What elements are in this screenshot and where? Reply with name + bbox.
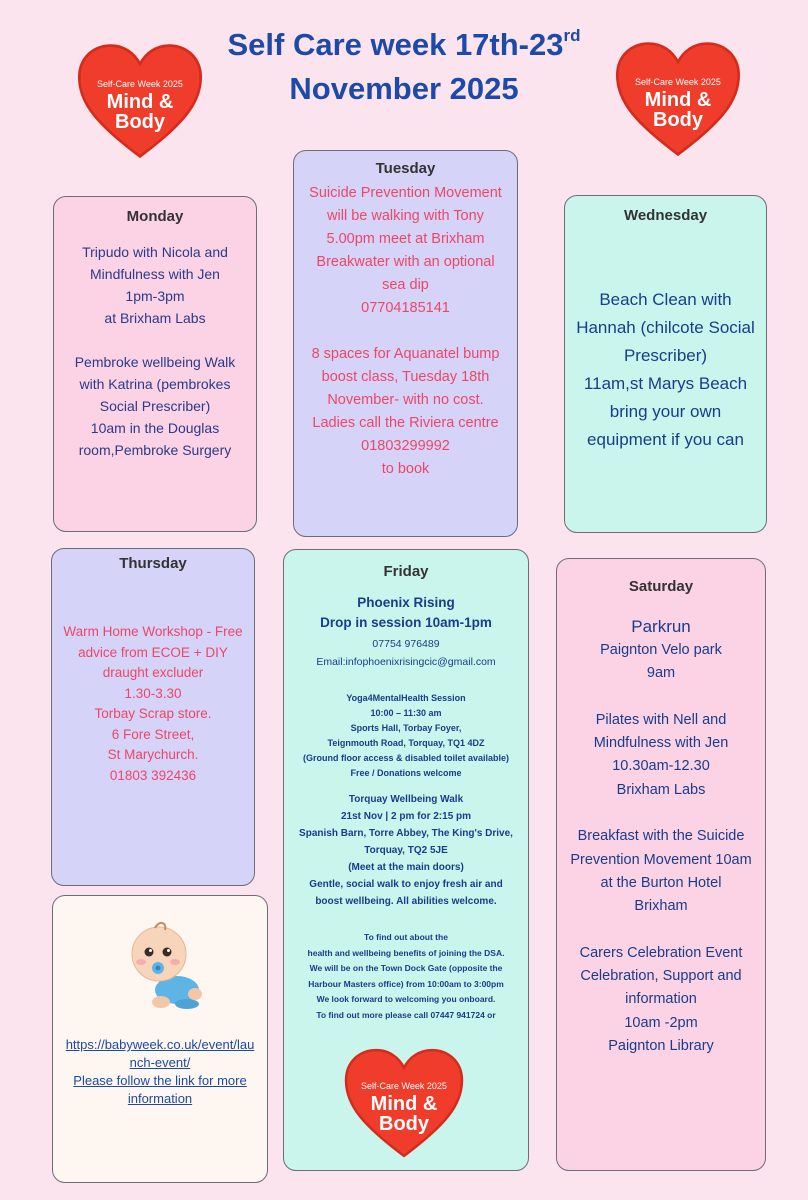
detail-line: Suicide Prevention Movement: [309, 185, 502, 201]
wednesday-heading: Wednesday: [623, 207, 708, 224]
detail-line: Paignton Library: [608, 1038, 714, 1055]
monday-details: [60, 241, 250, 461]
detail-line: Spanish Barn, Torre Abbey, The King's Drive,: [299, 828, 513, 839]
detail-line: Yoga4MentalHealth Session: [346, 693, 466, 703]
detail-line: Mindfulness with Jen: [90, 266, 220, 282]
detail-line: Ladies call the Riviera centre: [312, 415, 499, 431]
detail-spacer: [563, 802, 759, 825]
detail-line: Beach Clean with: [599, 290, 732, 309]
tuesday-card: [293, 150, 518, 537]
detail-line: Teignmouth Road, Torquay, TQ1 4DZ: [327, 738, 485, 748]
heart-title-line1: Mind &: [644, 89, 712, 112]
wednesday-card: [564, 195, 767, 533]
detail-line: 10.30am-12.30: [612, 758, 710, 775]
detail-line: at Brixham Labs: [104, 310, 206, 326]
detail-line: 8 spaces for Aquanatel bump: [311, 346, 500, 362]
babyweek-note[interactable]: [53, 1072, 267, 1108]
phoenix-title: Phoenix Rising: [357, 595, 455, 610]
babyweek-note-line1[interactable]: Please follow the link for more: [73, 1073, 247, 1088]
detail-spacer: [60, 329, 250, 351]
heart-title-line2: Body: [653, 109, 703, 132]
detail-line: To find out about the: [364, 932, 448, 942]
dsa-info: [290, 930, 522, 1023]
detail-line: Breakfast with the Suicide: [577, 828, 745, 845]
heart-title-line2: Body: [379, 1113, 429, 1136]
detail-line: with Katrina (pembrokes: [79, 376, 231, 392]
yoga-session: [290, 691, 522, 781]
detail-line: Social Prescriber): [99, 398, 211, 414]
detail-line: (Meet at the main doors): [348, 862, 464, 873]
thursday-details: [58, 622, 248, 786]
detail-line: To find out more please call 07447 941724 or: [316, 1009, 496, 1020]
heart-title-line2: Body: [115, 111, 165, 134]
detail-line: at the Burton Hotel: [600, 874, 722, 891]
heart-caption: Self-Care Week 2025: [97, 79, 183, 90]
mind-body-heart-logo: [612, 38, 744, 160]
detail-line: Free / Donations welcome: [350, 768, 462, 778]
babyweek-note-line2[interactable]: information: [127, 1091, 193, 1106]
detail-spacer: [563, 686, 759, 709]
detail-line: 01803299992: [361, 438, 450, 454]
detail-line: We look forward to welcoming you onboard.: [316, 994, 496, 1004]
detail-line: Prescriber): [623, 346, 708, 365]
detail-line: advice from ECOE + DIY: [78, 644, 228, 660]
phoenix-phone: 07754 976489: [372, 638, 440, 650]
thursday-card: [51, 548, 255, 886]
mind-body-heart-logo: [341, 1042, 467, 1164]
torquay-walk: [290, 791, 522, 910]
saturday-details: [563, 639, 759, 1058]
babyweek-link-line1[interactable]: https://babyweek.co.uk/event/lau: [65, 1037, 255, 1052]
phoenix-subtitle: Drop in session 10am-1pm: [320, 615, 492, 630]
detail-line: boost class, Tuesday 18th: [321, 369, 490, 385]
detail-line: Sports Hall, Torbay Foyer,: [350, 723, 462, 733]
wednesday-details: [571, 286, 760, 454]
detail-line: 10:00 – 11:30 am: [370, 708, 442, 718]
detail-line: 5.00pm meet at Brixham: [326, 231, 485, 247]
heart-caption: Self-Care Week 2025: [361, 1081, 447, 1092]
detail-line: Harbour Masters office) from 10:00am to 3:00pm: [308, 978, 504, 989]
babyweek-card: [52, 895, 268, 1183]
heart-caption: Self-Care Week 2025: [635, 77, 721, 88]
detail-line: 10am in the Douglas: [90, 420, 220, 436]
tuesday-details: [300, 182, 511, 481]
tuesday-heading: Tuesday: [375, 160, 436, 177]
thursday-heading: Thursday: [119, 555, 187, 572]
detail-line: Tripudo with Nicola and: [82, 244, 228, 260]
saturday-card: [556, 558, 766, 1171]
detail-line: Pembroke wellbeing Walk: [74, 354, 236, 370]
detail-line: Brixham: [634, 898, 688, 915]
detail-line: equipment if you can: [587, 430, 744, 449]
phoenix-heading: [290, 593, 522, 633]
detail-line: Mindfulness with Jen: [593, 735, 729, 752]
detail-line: Hannah (chilcote Social: [576, 318, 755, 337]
detail-line: will be walking with Tony: [327, 208, 484, 224]
detail-line: draught excluder: [102, 665, 204, 680]
babyweek-link-line2[interactable]: nch-event/: [129, 1055, 191, 1070]
saturday-heading: Saturday: [628, 578, 694, 595]
detail-line: 6 Fore Street,: [111, 726, 195, 742]
detail-line: (Ground floor access & disabled toilet available): [302, 753, 510, 763]
detail-line: 10am -2pm: [624, 1014, 698, 1031]
phoenix-email: Email:infophoenixrisingcic@gmail.com: [316, 656, 496, 668]
detail-line: 21st Nov | 2 pm for 2:15 pm: [340, 811, 472, 822]
detail-line: information: [625, 991, 697, 1008]
detail-line: Celebration, Support and: [580, 968, 742, 985]
detail-line: 07704185141: [361, 300, 450, 316]
heart-title-line1: Mind &: [106, 91, 174, 114]
detail-line: Torquay, TQ2 5JE: [364, 845, 448, 856]
baby-icon: [125, 914, 205, 1014]
detail-line: Prevention Movement 10am: [570, 851, 752, 868]
monday-card: [53, 196, 257, 532]
detail-line: 1.30-3.30: [124, 685, 182, 701]
monday-heading: Monday: [126, 208, 184, 225]
detail-line: Torquay Wellbeing Walk: [348, 794, 464, 805]
detail-line: sea dip: [382, 277, 429, 293]
detail-line: bring your own: [609, 402, 722, 421]
friday-card: [283, 549, 529, 1171]
heart-title-line1: Mind &: [370, 1093, 438, 1116]
detail-line: room,Pembroke Surgery: [78, 442, 232, 458]
detail-line: Torbay Scrap store.: [94, 706, 212, 721]
detail-line: health and wellbeing benefits of joining the DSA.: [307, 947, 505, 958]
detail-line: Paignton Velo park: [600, 642, 722, 658]
detail-line: to book: [381, 461, 430, 477]
title-line-2: November 2025: [289, 71, 519, 106]
title-line-1: Self Care week 17th-23: [227, 27, 564, 62]
friday-heading: Friday: [383, 563, 429, 580]
detail-line: Pilates with Nell and: [595, 711, 727, 728]
detail-spacer: [300, 320, 511, 343]
detail-line: 9am: [646, 665, 676, 682]
detail-line: Breakwater with an optional: [316, 254, 495, 270]
detail-line: boost wellbeing. All abilities welcome.: [315, 896, 497, 907]
detail-line: 1pm-3pm: [125, 288, 185, 304]
detail-spacer: [563, 919, 759, 942]
detail-line: Gentle, social walk to enjoy fresh air and: [309, 879, 503, 890]
detail-line: Warm Home Workshop - Free: [63, 624, 243, 639]
mind-body-heart-logo: [74, 40, 206, 162]
detail-line: Carers Celebration Event: [579, 944, 743, 961]
detail-line: November- with no cost.: [327, 392, 484, 408]
detail-line: 11am,st Marys Beach: [583, 374, 748, 393]
title-superscript: rd: [563, 26, 581, 45]
page-title: [150, 14, 658, 111]
detail-line: St Marychurch.: [107, 747, 199, 762]
detail-line: We will be on the Town Dock Gate (opposite the: [309, 963, 503, 973]
babyweek-link[interactable]: [53, 1036, 267, 1072]
detail-line: 01803 392436: [109, 767, 197, 783]
babyweek-text: [53, 1036, 267, 1108]
detail-line: Brixham Labs: [616, 781, 706, 798]
phoenix-contact: [290, 635, 522, 671]
parkrun-heading: Parkrun: [631, 617, 691, 636]
